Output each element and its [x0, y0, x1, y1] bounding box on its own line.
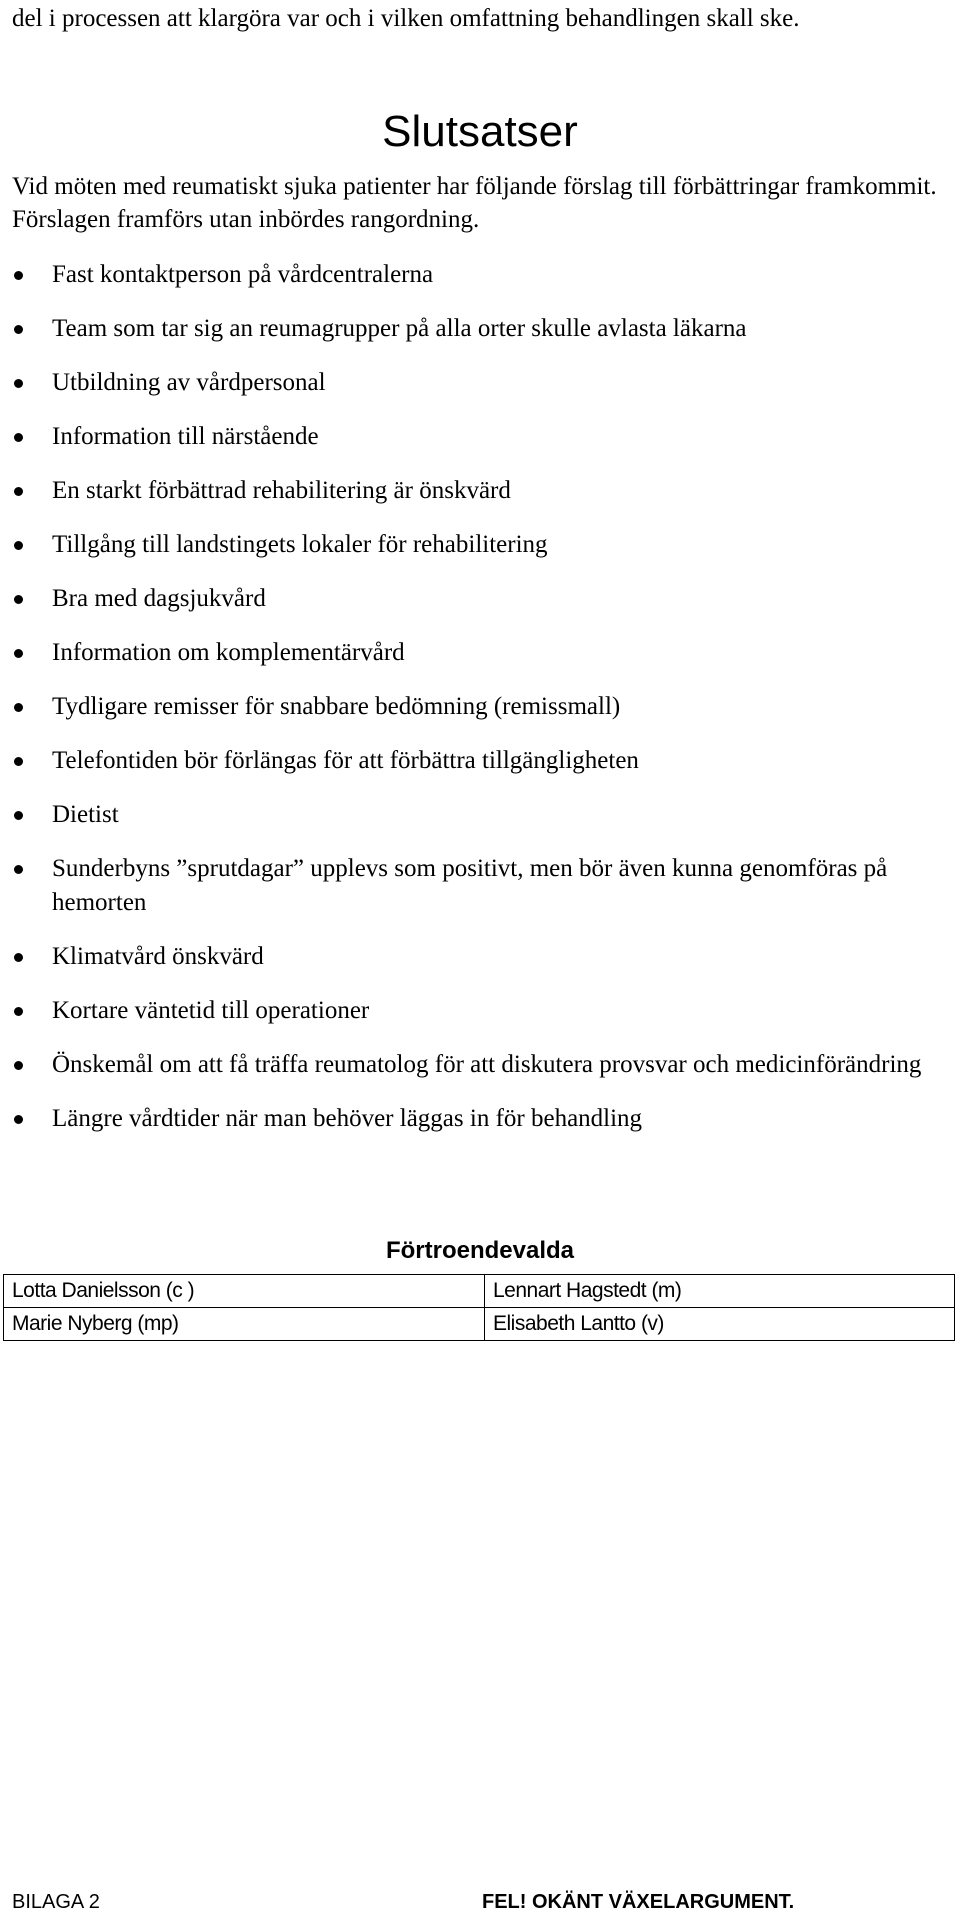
list-item-text: Telefontiden bör förlängas för att förbättra tillgängligheten — [52, 747, 639, 774]
list-item-text: Sunderbyns ”sprutdagar” upplevs som positivt, men bör även kunna genomföras på hemorten — [52, 855, 888, 916]
bullet-icon — [14, 953, 23, 962]
bullet-icon — [14, 649, 23, 658]
council-table — [3, 1274, 955, 1341]
bullet-icon — [14, 1007, 23, 1016]
section-heading — [0, 104, 960, 160]
section-heading-text: Slutsatser — [382, 107, 578, 156]
bullet-icon — [14, 595, 23, 604]
list-item-text: Team som tar sig an reumagrupper på alla orter skulle avlasta läkarna — [52, 315, 747, 342]
bullet-icon — [14, 757, 23, 766]
bullet-icon — [14, 811, 23, 820]
table-cell: Marie Nyberg (mp) — [4, 1308, 485, 1341]
list-item-text: Tillgång till landstingets lokaler för rehabilitering — [52, 531, 548, 558]
bullet-icon — [14, 1115, 23, 1124]
list-item — [0, 690, 960, 724]
table-cell: Lennart Hagstedt (m) — [485, 1275, 955, 1308]
council-title: Förtroendevalda — [385, 1237, 575, 1264]
list-item — [0, 994, 960, 1028]
footer-field-error: FEL! OKÄNT VÄXELARGUMENT. — [482, 1891, 795, 1913]
list-item — [0, 420, 960, 454]
list-item-text: Dietist — [52, 801, 119, 828]
intro-paragraph-top: del i processen att klargöra var och i vilken omfattning behandlingen skall ske. — [12, 5, 800, 32]
list-item — [0, 258, 960, 292]
bullet-icon — [14, 325, 23, 334]
list-item-text: Utbildning av vårdpersonal — [52, 369, 326, 396]
list-item-text: Information till närstående — [52, 423, 319, 450]
list-item — [0, 852, 960, 920]
list-item — [0, 1102, 960, 1136]
bullet-icon — [14, 865, 23, 874]
table-cell: Lotta Danielsson (c ) — [4, 1275, 485, 1308]
bullet-icon — [14, 541, 23, 550]
list-item — [0, 582, 960, 616]
list-item — [0, 528, 960, 562]
intro-paragraph: Vid möten med reumatiskt sjuka patienter har följande förslag till förbättringar framkommit. Förslagen framförs utan inbördes rangordning. — [12, 173, 937, 233]
list-item — [0, 366, 960, 400]
bullet-icon — [14, 703, 23, 712]
footer-appendix-label: BILAGA 2 — [12, 1891, 100, 1913]
list-item-text: Längre vårdtider när man behöver läggas in för behandling — [52, 1105, 643, 1132]
list-item-text: Fast kontaktperson på vårdcentralerna — [52, 261, 434, 288]
bullet-icon — [14, 487, 23, 496]
list-item-text: Önskemål om att få träffa reumatolog för att diskutera provsvar och medicinförändring — [52, 1051, 922, 1078]
bullet-icon — [14, 1061, 23, 1070]
list-item-text: Kortare väntetid till operationer — [52, 997, 370, 1024]
list-item-text: Information om komplementärvård — [52, 639, 405, 666]
bullet-icon — [14, 433, 23, 442]
table-row — [4, 1275, 955, 1308]
list-item — [0, 312, 960, 346]
list-item-text: Bra med dagsjukvård — [52, 585, 266, 612]
suggestion-list — [0, 258, 960, 1156]
table-row — [4, 1308, 955, 1341]
list-item-text: Tydligare remisser för snabbare bedömning (remissmall) — [52, 693, 621, 720]
table-cell: Elisabeth Lantto (v) — [485, 1308, 955, 1341]
list-item-text: En starkt förbättrad rehabilitering är önskvärd — [52, 477, 511, 504]
list-item — [0, 744, 960, 778]
bullet-icon — [14, 271, 23, 280]
bullet-icon — [14, 379, 23, 388]
list-item-text: Klimatvård önskvärd — [52, 943, 264, 970]
list-item — [0, 798, 960, 832]
list-item — [0, 636, 960, 670]
list-item — [0, 940, 960, 974]
list-item — [0, 474, 960, 508]
list-item — [0, 1048, 960, 1082]
